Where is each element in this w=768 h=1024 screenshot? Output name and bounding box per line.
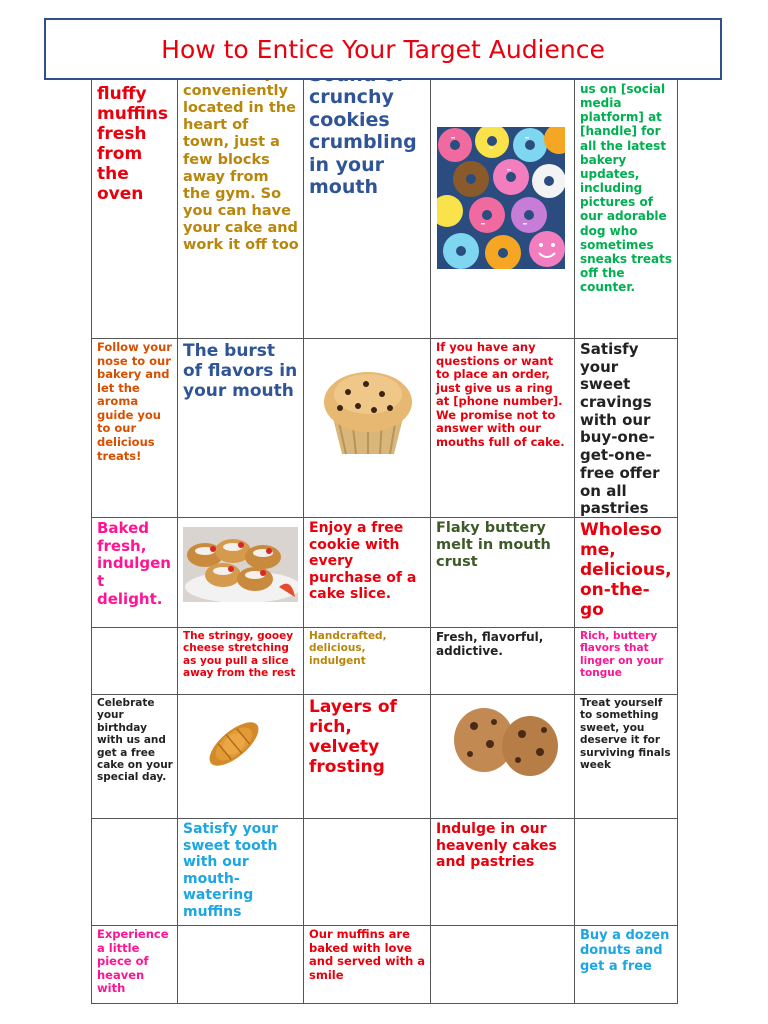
cell-text: Rich, buttery flavors that linger on your tongue: [580, 630, 664, 680]
cell-text: Buy a dozen donuts and get a free: [580, 928, 670, 974]
cell-4-2: [304, 695, 431, 819]
cell-text: us on [social media platform] at [handle] for all the latest bakery updates, including pictures of our adorable dog who sometimes sneaks treats off the counter.: [580, 82, 672, 295]
cell-0-4: [575, 60, 678, 339]
cell-text: Handcrafted, delicious, indulgent: [309, 630, 387, 667]
page-title: How to Entice Your Target Audience: [44, 18, 722, 80]
cell-5-3: [431, 819, 575, 926]
cell-0-1: [178, 60, 304, 339]
cell-1-4: [575, 339, 678, 518]
cell-3-3: [431, 628, 575, 695]
cell-2-2: [304, 518, 431, 628]
cell-6-4: [575, 926, 678, 1004]
cell-0-2: [304, 60, 431, 339]
cell-5-2: [304, 819, 431, 926]
cell-1-1: [178, 339, 304, 518]
cell-1-0: [92, 339, 178, 518]
cell-6-2: [304, 926, 431, 1004]
cell-text: Experience a little piece of heaven with: [97, 927, 169, 996]
cell-text: Flaky buttery melt in mouth crust: [436, 520, 551, 571]
cell-2-4: [575, 518, 678, 628]
cell-text: Indulge in our heavenly cakes and pastries: [436, 821, 557, 871]
cell-text: Baked fresh, indulgent delight.: [97, 519, 171, 608]
cell-3-0: [92, 628, 178, 695]
cell-text: Satisfy your sweet tooth with our mouth-watering muffins: [183, 821, 279, 920]
cell-4-4: [575, 695, 678, 819]
cell-text: Layers of rich, velvety frosting: [309, 697, 397, 778]
cell-3-4: [575, 628, 678, 695]
cell-text: Celebrate your birthday with us and get a free cake on your special day.: [97, 697, 173, 784]
cell-text: Treat yourself to something sweet, you deserve it for surviving finals week: [580, 697, 671, 771]
cell-5-1: [178, 819, 304, 926]
cell-text: Wholesome, delicious, on-the-go: [580, 520, 672, 621]
cell-1-3: [431, 339, 575, 518]
muffin-photo: [312, 362, 423, 457]
croissant-photo: [200, 706, 268, 781]
cell-6-3: [431, 926, 575, 1004]
cell-text: conveniently located in the heart of town, just a few blocks away from the gym. So you can have your cake and work it off too: [183, 83, 299, 254]
cookies-photo: [452, 700, 559, 780]
cell-text: The burst of flavors in your mouth: [183, 341, 298, 402]
cell-text: Fresh, flavorful, addictive.: [436, 630, 544, 659]
cell-text: Enjoy a free cookie with every purchase of a cake slice.: [309, 520, 417, 603]
cell-5-4: [575, 819, 678, 926]
cell-6-0: [92, 926, 178, 1004]
cell-text: fluffy muffins fresh from the oven: [97, 84, 168, 205]
cell-text: Follow your nose to our bakery and let the aroma guide you to our delicious treats!: [97, 340, 172, 463]
cell-text: The stringy, gooey cheese stretching as you pull a slice away from the rest: [183, 630, 296, 680]
cell-2-3: [431, 518, 575, 628]
cell-6-1: [178, 926, 304, 1004]
cell-3-1: [178, 628, 304, 695]
cell-4-0: [92, 695, 178, 819]
pastries-photo: [183, 527, 298, 602]
cell-5-0: [92, 819, 178, 926]
cell-text: If you have any questions or want to place an order, just give us a ring at [phone number]. We promise not to answer with our mouths full of cake.: [436, 340, 565, 449]
donuts-photo: [437, 127, 565, 269]
cell-text: Satisfy your sweet cravings with our buy-one-get-one-free offer on all pastries: [580, 340, 660, 518]
cell-0-0: [92, 60, 178, 339]
cell-3-2: [304, 628, 431, 695]
cell-text: crunchy cookies crumbling in your mouth: [309, 86, 417, 199]
cell-text: Our muffins are baked with love and served with a smile: [309, 927, 426, 982]
cell-2-0: [92, 518, 178, 628]
